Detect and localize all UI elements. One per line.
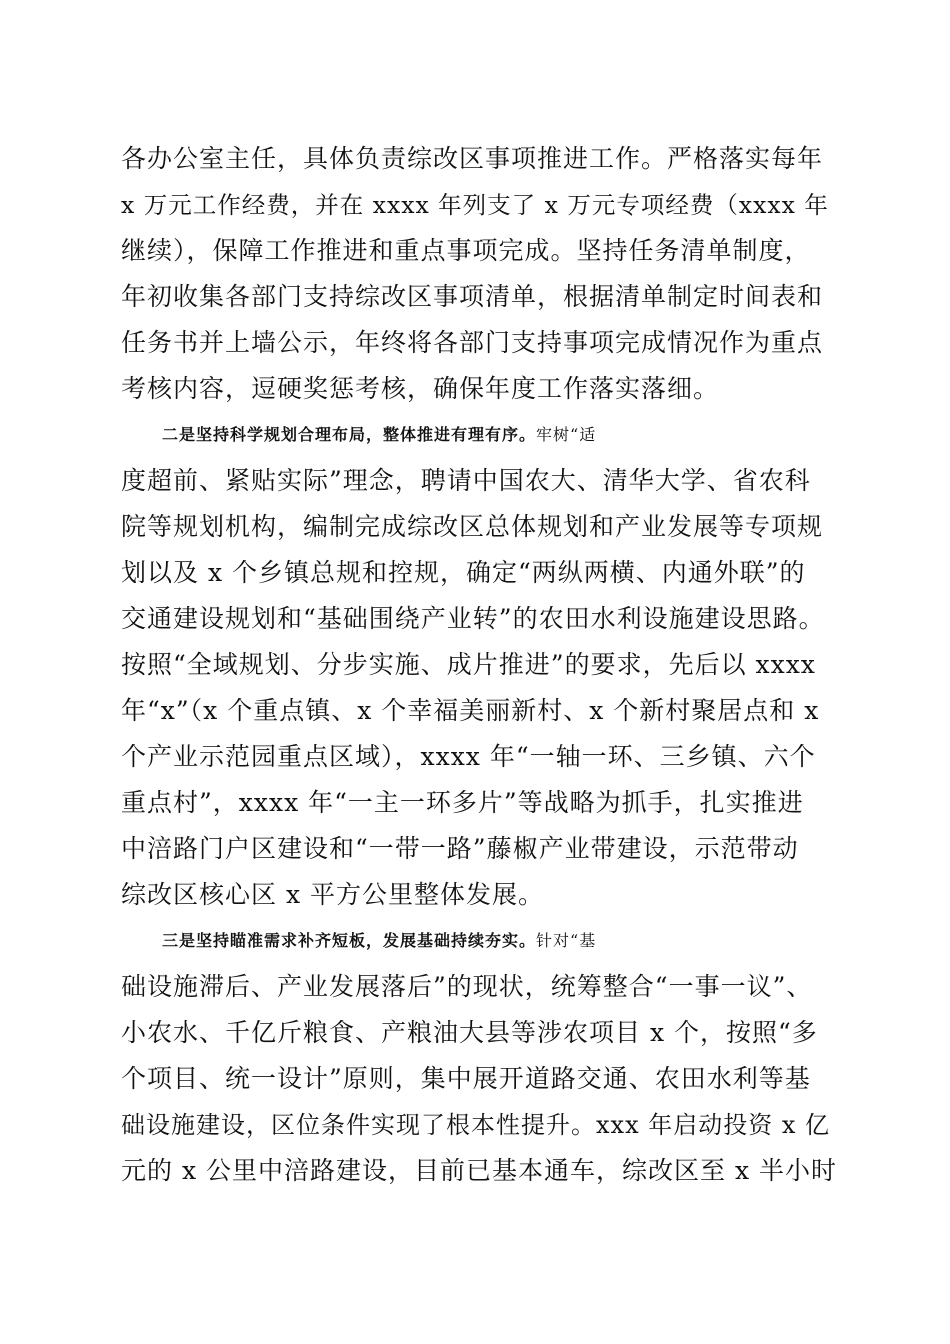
paragraph-1-line-2: x 万元工作经费，并在 xxxx 年列支了 x 万元专项经费（xxxx 年 <box>121 191 829 219</box>
paragraph-2-line-3: 院等规划机构，编制完成综改区总体规划和产业发展等专项规 <box>121 512 824 541</box>
paragraph-3-line-4: 个项目、统一设计”原则，集中展开道路交通、农田水利等基 <box>121 1064 811 1093</box>
paragraph-3-heading: 三是坚持瞄准需求补齐短板，发展基础持续夯实。 <box>162 931 537 950</box>
paragraph-3-line-5: 础设施建设，区位条件实现了根本性提升。xxx 年启动投资 x 亿 <box>121 1111 831 1139</box>
paragraph-3-line-2: 础设施滞后、产业发展落后”的现状，统筹整合“一事一议”、 <box>121 972 813 1001</box>
paragraph-2-line-1 <box>162 415 882 455</box>
paragraph-2-line-9: 重点村”，xxxx 年“一主一环多片”等战略为抓手，扎实推进 <box>121 788 804 817</box>
paragraph-3-line-6: 元的 x 公里中涪路建设，目前已基本通车，综改区至 x 半小时 <box>121 1156 837 1185</box>
paragraph-1-line-5: 任务书并上墙公示，年终将各部门支持事项完成情况作为重点 <box>121 328 824 357</box>
paragraph-2-line-2: 度超前、紧贴实际”理念，聘请中国农大、清华大学、省农科 <box>121 466 811 495</box>
paragraph-2-line-7: 年“x”（x 个重点镇、x 个幸福美丽新村、x 个新村聚居点和 x <box>121 696 820 725</box>
paragraph-2-line-4: 划以及 x 个乡镇总规和控规，确定“两纵两横、内通外联”的 <box>121 558 806 587</box>
paragraph-2-line-11: 综改区核心区 x 平方公里整体发展。 <box>121 880 544 909</box>
paragraph-3-first-text: 针对“基 <box>536 931 597 950</box>
paragraph-2-line-6: 按照“全域规划、分步实施、成片推进”的要求，先后以 xxxx <box>121 650 816 679</box>
paragraph-1-line-4: 年初收集各部门支持综改区事项清单，根据清单制定时间表和 <box>121 282 824 311</box>
paragraph-2-heading: 二是坚持科学规划合理布局，整体推进有理有序。 <box>162 425 537 444</box>
paragraph-3-line-3: 小农水、千亿斤粮食、产粮油大县等涉农项目 x 个，按照“多 <box>121 1018 818 1047</box>
paragraph-2-line-8: 个产业示范园重点区域），xxxx 年“一轴一环、三乡镇、六个 <box>121 742 816 771</box>
paragraph-3-line-1 <box>162 921 882 961</box>
paragraph-1-line-1: 各办公室主任，具体负责综改区事项推进工作。严格落实每年 <box>121 144 824 173</box>
paragraph-1-line-6: 考核内容，逗硬奖惩考核，确保年度工作落实落细。 <box>121 374 720 403</box>
paragraph-1-line-3: 继续），保障工作推进和重点事项完成。坚持任务清单制度， <box>121 236 811 265</box>
paragraph-2-line-10: 中涪路门户区建设和“一带一路”藤椒产业带建设，示范带动 <box>121 834 799 863</box>
paragraph-2-line-5: 交通建设规划和“基础围绕产业转”的农田水利设施建设思路。 <box>121 604 825 633</box>
paragraph-2-first-text: 牢树“适 <box>536 425 597 444</box>
